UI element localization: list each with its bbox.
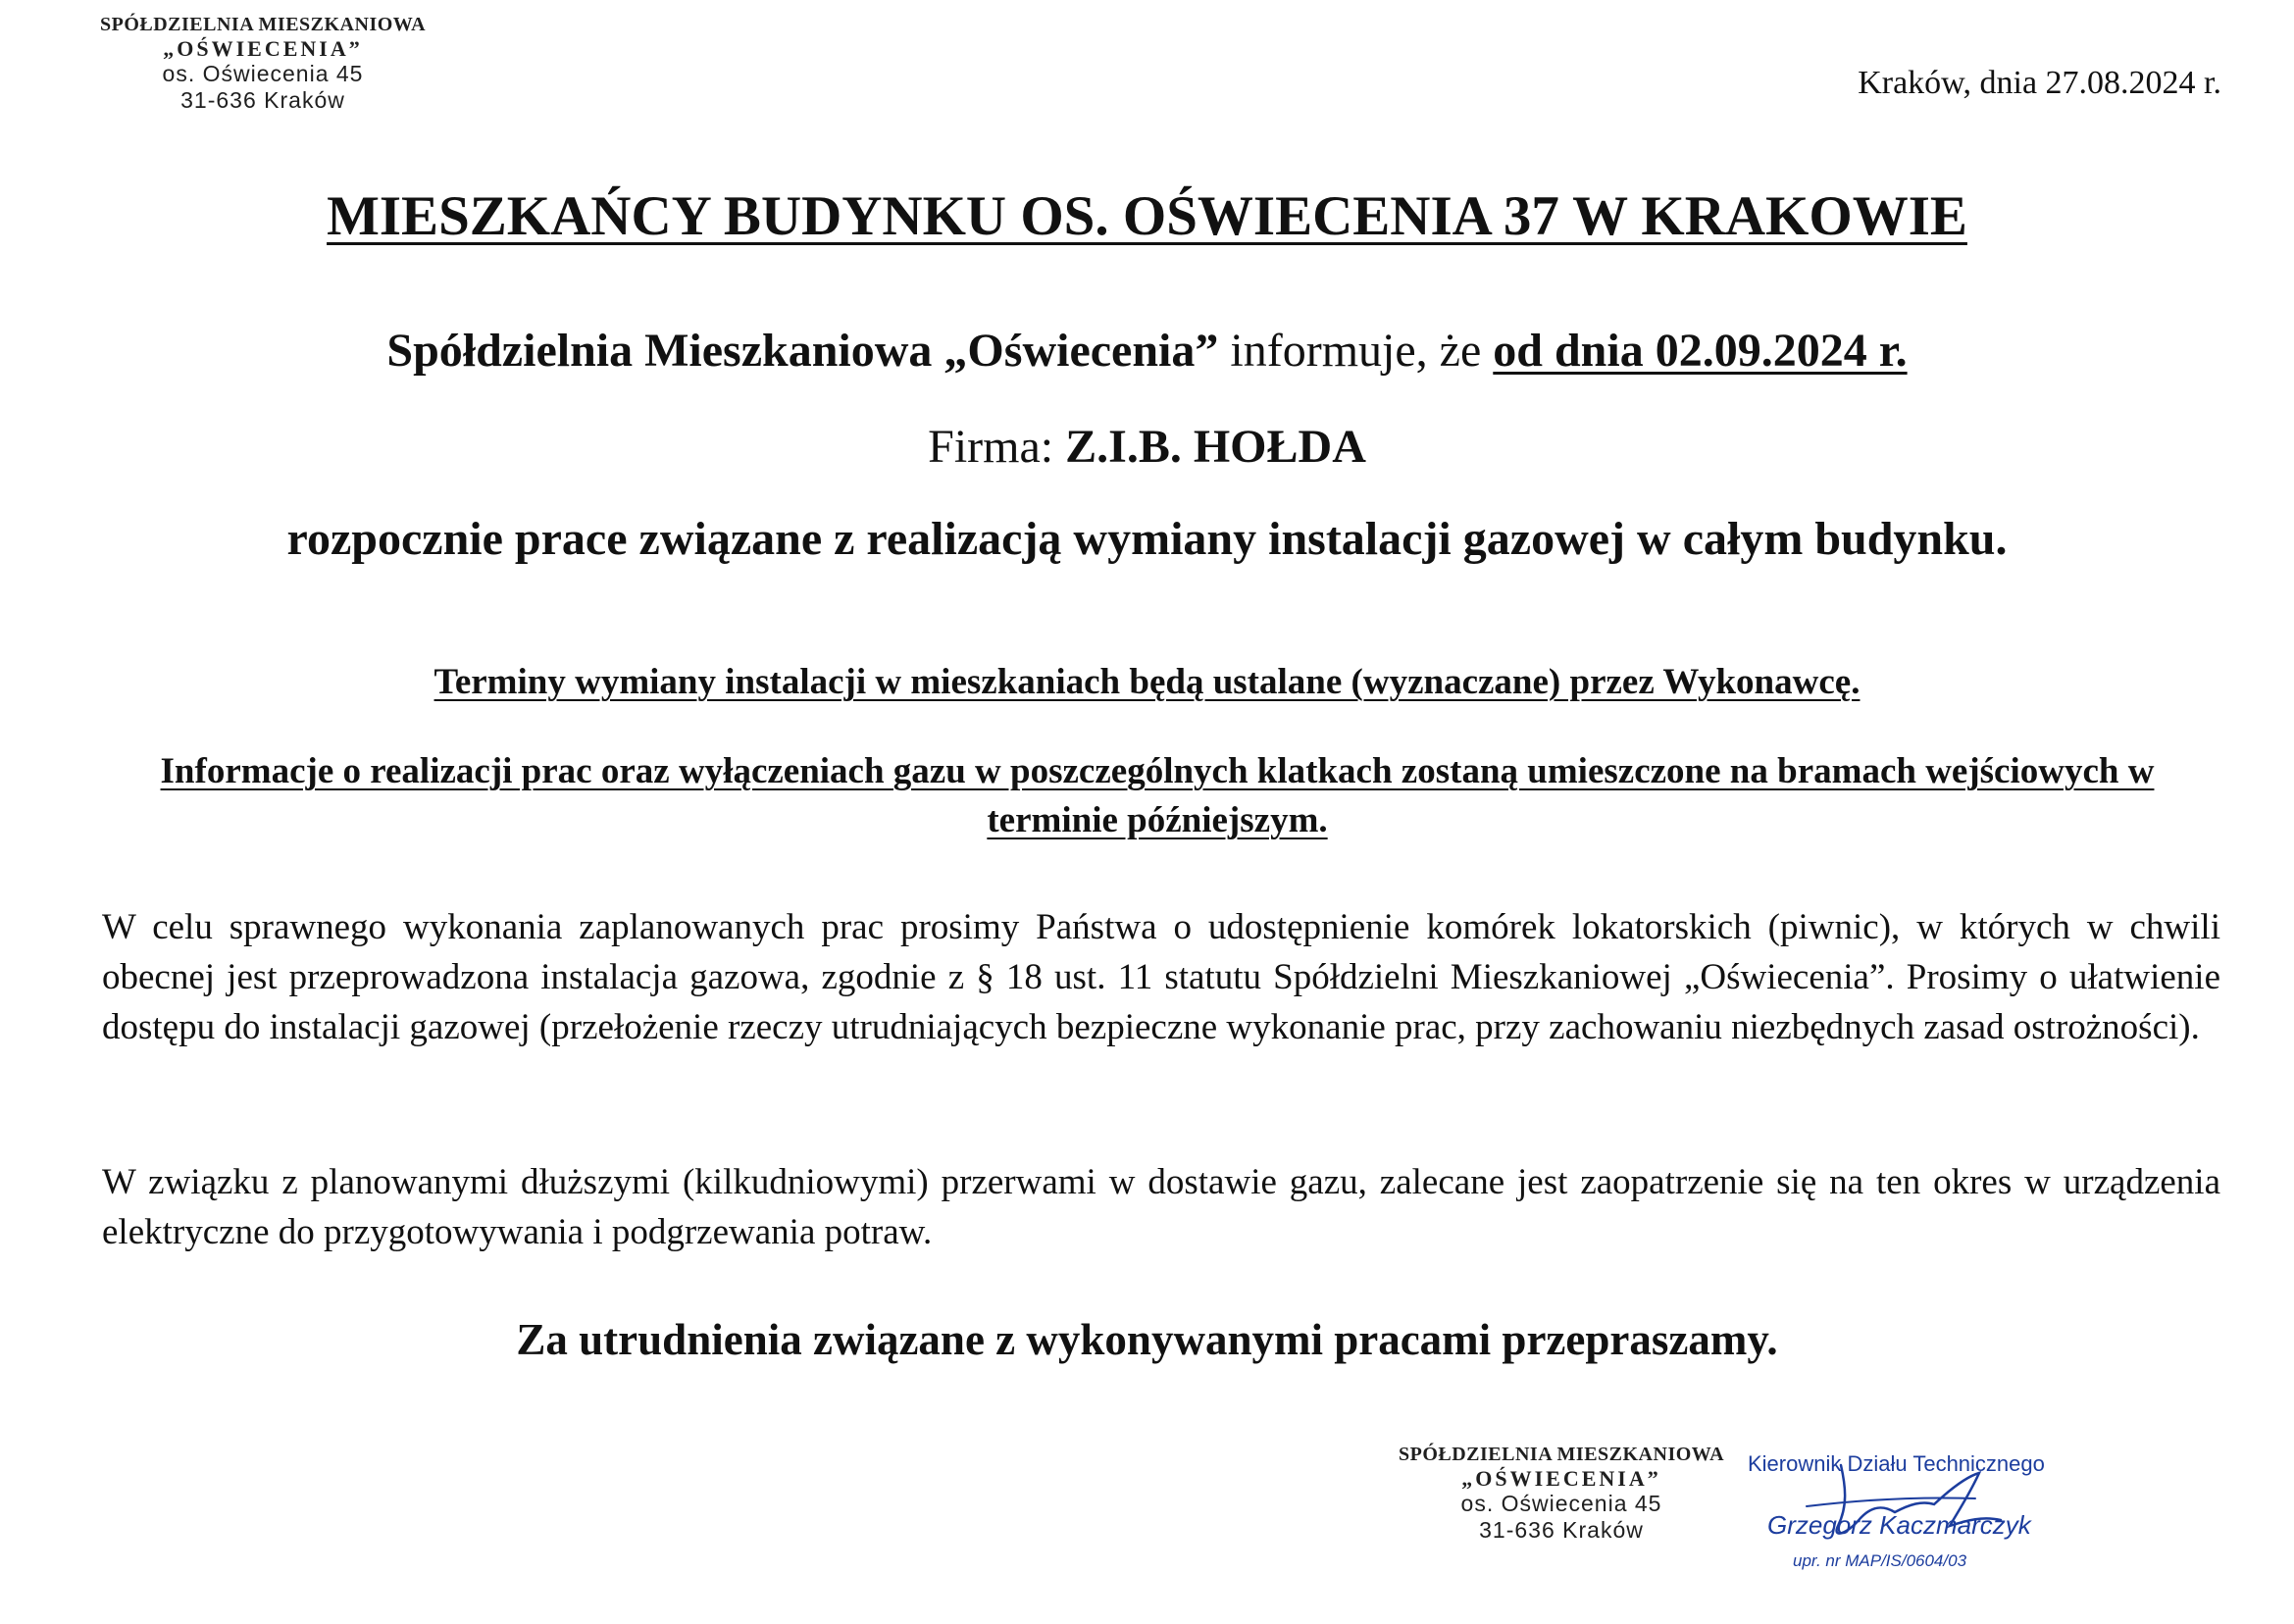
terms-notice: Terminy wymiany instalacji w mieszkaniach będą ustalane (wyznaczane) przez Wykonawcę. — [433, 662, 1861, 702]
document-date: Kraków, dnia 27.08.2024 r. — [1858, 65, 2221, 101]
signer-license: upr. nr MAP/IS/0604/03 — [1793, 1551, 1967, 1570]
stamp-subname: „OŚWIECENIA” — [163, 36, 363, 61]
stamp-subname: „OŚWIECENIA” — [1461, 1466, 1661, 1491]
cooperative-stamp-bottom — [1375, 1444, 1748, 1543]
stamp-address: os. Oświecenia 45 — [1460, 1491, 1662, 1517]
notice-heading: MIESZKAŃCY BUDYNKU OS. OŚWIECENIA 37 W KRAKOWIE — [327, 185, 1967, 247]
intro-verb: informuje, że — [1218, 325, 1494, 377]
cooperative-stamp-top — [76, 14, 449, 113]
info-notice: Informacje o realizacji prac oraz wyłączeniach gazu w poszczególnych klatkach zostaną umieszczone na bramach wejściowych w terminie późniejszym. — [160, 751, 2155, 840]
intro-organization: Spółdzielnia Mieszkaniowa „Oświecenia” — [386, 325, 1219, 377]
access-request-paragraph: W celu sprawnego wykonania zaplanowanych prac prosimy Państwa o udostępnienie komórek lokatorskich (piwnic), w których w chwili obecnej jest przeprowadzona instalacja gazowa, zgodnie z § 18 ust. 11 statutu Spółdzielni Mieszkaniowej „Oświecenia”. Prosimy o ułatwienie dostępu do instalacji gazowej (przełożenie rzeczy utrudniających bezpieczne wykonanie prac, przy zachowaniu niezbędnych zasad ostrożności). — [102, 907, 2220, 1047]
stamp-city: 31-636 Kraków — [180, 86, 345, 113]
signer-name: Grzegorz Kaczmarczyk — [1767, 1510, 2031, 1540]
signer-role: Kierownik Działu Technicznego — [1748, 1451, 2045, 1476]
stamp-name: SPÓŁDZIELNIA MIESZKANIOWA — [99, 14, 427, 35]
stamp-address: os. Oświecenia 45 — [162, 61, 364, 87]
stamp-city: 31-636 Kraków — [1479, 1516, 1644, 1543]
gas-outage-paragraph: W związku z planowanymi dłuższymi (kilkudniowymi) przerwami w dostawie gazu, zalecane jest zaopatrzenie się na ten okres w urządzenia elektryczne do przygotowywania i podgrzewania potraw. — [102, 1162, 2220, 1252]
firm-name: Z.I.B. HOŁDA — [1065, 421, 1366, 473]
works-description: rozpocznie prace związane z realizacją wymiany instalacji gazowej w całym budynku. — [286, 513, 2008, 565]
firm-line — [0, 420, 2294, 474]
intro-line — [0, 324, 2294, 378]
signature-stamp — [1748, 1447, 2045, 1585]
stamp-name: SPÓŁDZIELNIA MIESZKANIOWA — [1398, 1444, 1725, 1465]
firm-label: Firma: — [928, 421, 1066, 473]
intro-start-date: od dnia 02.09.2024 r. — [1493, 325, 1908, 377]
apology-line: Za utrudnienia związane z wykonywanymi pracami przepraszamy. — [516, 1315, 1778, 1364]
